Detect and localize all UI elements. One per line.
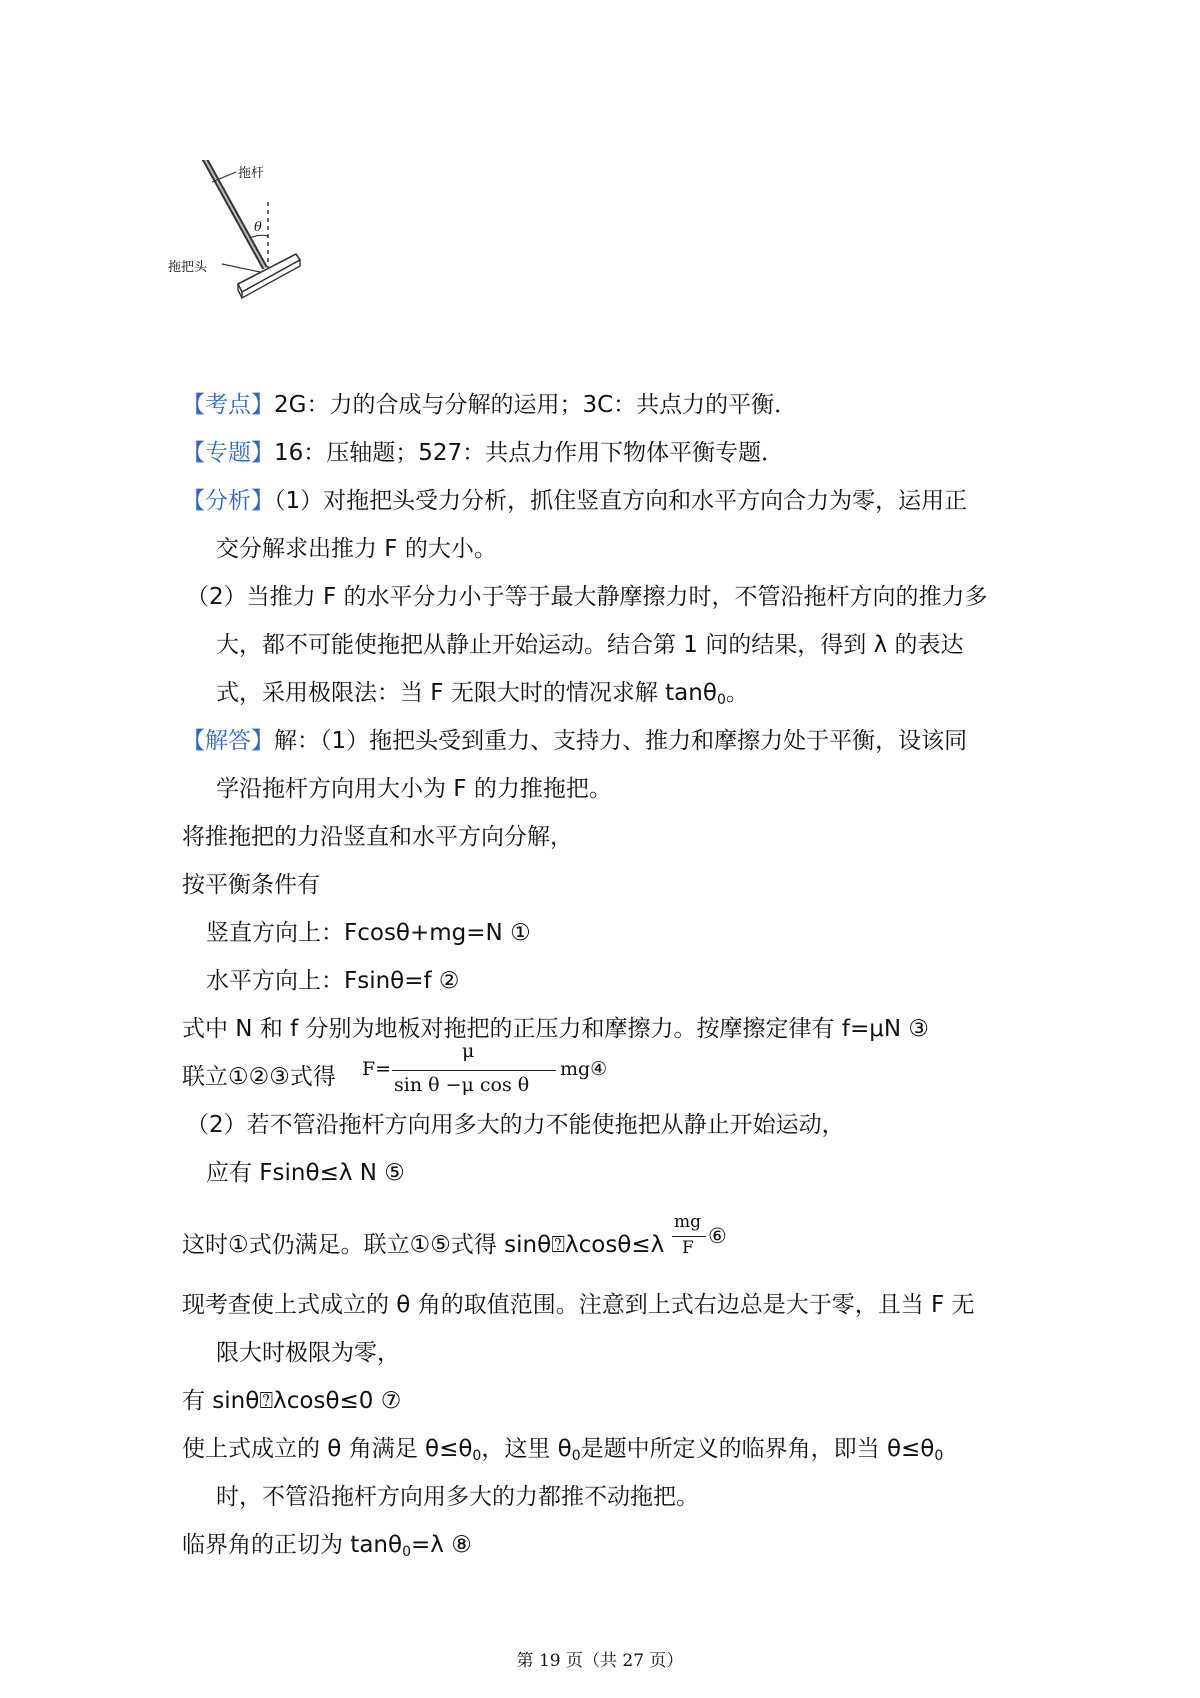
solution-line8: 联立①②③式得 bbox=[182, 1064, 336, 1090]
line15-a: 使上式成立的 θ 角满足 θ≤θ bbox=[182, 1436, 473, 1462]
solution-line15 bbox=[182, 1434, 943, 1464]
solution-line5: 竖直方向上：Fcosθ+mg=N ① bbox=[206, 920, 531, 946]
formula1-lhs: F= bbox=[362, 1058, 392, 1080]
line15-b: ，这里 θ bbox=[481, 1436, 572, 1462]
jieda-tag: 【解答】 bbox=[182, 728, 274, 754]
solution-line4: 按平衡条件有 bbox=[182, 872, 320, 898]
jieda-text1: 解：（1）拖把头受到重力、支持力、推力和摩擦力处于平衡，设该同 bbox=[274, 728, 968, 754]
zhuanti-line bbox=[182, 438, 784, 468]
fenxi-line3: （2）当推力 F 的水平分力小于等于最大静摩擦力时，不管沿拖杆方向的推力多 bbox=[186, 584, 988, 610]
fenxi-line5 bbox=[216, 678, 749, 708]
formula-force bbox=[362, 1040, 622, 1100]
solution-line11: 这时①式仍满足。联立①⑤式得 sinθ⍰λcosθ≤λ bbox=[182, 1232, 665, 1258]
zhuanti-text: 16：压轴题；527：共点力作用下物体平衡专题． bbox=[274, 440, 785, 466]
zhuanti-tag: 【专题】 bbox=[182, 440, 274, 466]
jieda-line1 bbox=[182, 726, 967, 756]
fenxi-line5-b: 。 bbox=[725, 680, 749, 706]
page-footer: 第 19 页（共 27 页） bbox=[516, 1651, 684, 1671]
mop-diagram bbox=[178, 160, 338, 330]
fenxi-line1 bbox=[182, 486, 967, 516]
jieda-line2: 学沿拖杆方向用大小为 F 的力推拖把。 bbox=[216, 776, 612, 802]
solution-line9: （2）若不管沿拖杆方向用多大的力不能使拖把从静止开始运动， bbox=[186, 1112, 845, 1138]
label-head: 拖把头 bbox=[168, 260, 208, 275]
formula-ratio bbox=[672, 1212, 732, 1268]
solution-line10: 应有 Fsinθ≤λ N ⑤ bbox=[206, 1160, 405, 1186]
fenxi-line5-a: 式，采用极限法：当 F 无限大时的情况求解 tanθ bbox=[216, 680, 717, 706]
solution-line14: 有 sinθ⍰λcosθ≤0 ⑦ bbox=[182, 1388, 402, 1414]
fenxi-line2: 交分解求出推力 F 的大小。 bbox=[216, 536, 497, 562]
line15-c: 是题中所定义的临界角，即当 θ≤θ bbox=[580, 1436, 935, 1462]
formula1-tail: mg④ bbox=[560, 1058, 608, 1080]
line17-b: =λ ⑧ bbox=[411, 1532, 472, 1558]
solution-line17 bbox=[182, 1530, 472, 1560]
solution-line13: 限大时极限为零， bbox=[216, 1340, 400, 1366]
kaodian-tag: 【考点】 bbox=[182, 392, 274, 418]
fenxi-line5-sub: 0 bbox=[716, 692, 726, 708]
formula1-denominator: sin θ −μ cos θ bbox=[394, 1074, 530, 1096]
label-angle: θ bbox=[254, 220, 262, 235]
kaodian-text: 2G：力的合成与分解的运用；3C：共点力的平衡． bbox=[274, 392, 798, 418]
fenxi-text1: （1）对拖把头受力分析，抓住竖直方向和水平方向合力为零，运用正 bbox=[274, 488, 968, 514]
solution-line7: 式中 N 和 f 分别为地板对拖把的正压力和摩擦力。按摩擦定律有 f=μN ③ bbox=[182, 1016, 929, 1042]
solution-line6: 水平方向上：Fsinθ=f ② bbox=[206, 968, 460, 994]
formula2-numerator: mg bbox=[674, 1212, 702, 1232]
line15-sub2: 0 bbox=[571, 1448, 581, 1464]
formula1-numerator: μ bbox=[462, 1040, 475, 1062]
angle-arc bbox=[250, 235, 268, 238]
solution-line16: 时，不管沿拖杆方向用多大的力都推不动拖把。 bbox=[216, 1484, 699, 1510]
kaodian-line bbox=[182, 390, 797, 420]
line17-sub: 0 bbox=[402, 1544, 411, 1560]
mop-head bbox=[238, 254, 300, 292]
fenxi-line4: 大，都不可能使拖把从静止开始运动。结合第 1 问的结果，得到 λ 的表达 bbox=[216, 632, 964, 658]
solution-line12: 现考查使上式成立的 θ 角的取值范围。注意到上式右边总是大于零，且当 F 无 bbox=[182, 1292, 975, 1318]
line17-a: 临界角的正切为 tanθ bbox=[182, 1532, 403, 1558]
fenxi-tag: 【分析】 bbox=[182, 488, 274, 514]
formula2-denominator: F bbox=[682, 1238, 694, 1258]
formula2-fraction-bar bbox=[672, 1236, 706, 1237]
label-rod: 拖杆 bbox=[238, 166, 265, 181]
mop-figure bbox=[168, 160, 338, 330]
formula1-fraction-bar bbox=[392, 1070, 556, 1071]
line15-sub1: 0 bbox=[472, 1448, 482, 1464]
line15-sub3: 0 bbox=[934, 1448, 944, 1464]
formula2-tail: ⑥ bbox=[708, 1224, 727, 1248]
solution-line3: 将推拖把的力沿竖直和水平方向分解， bbox=[182, 824, 573, 850]
